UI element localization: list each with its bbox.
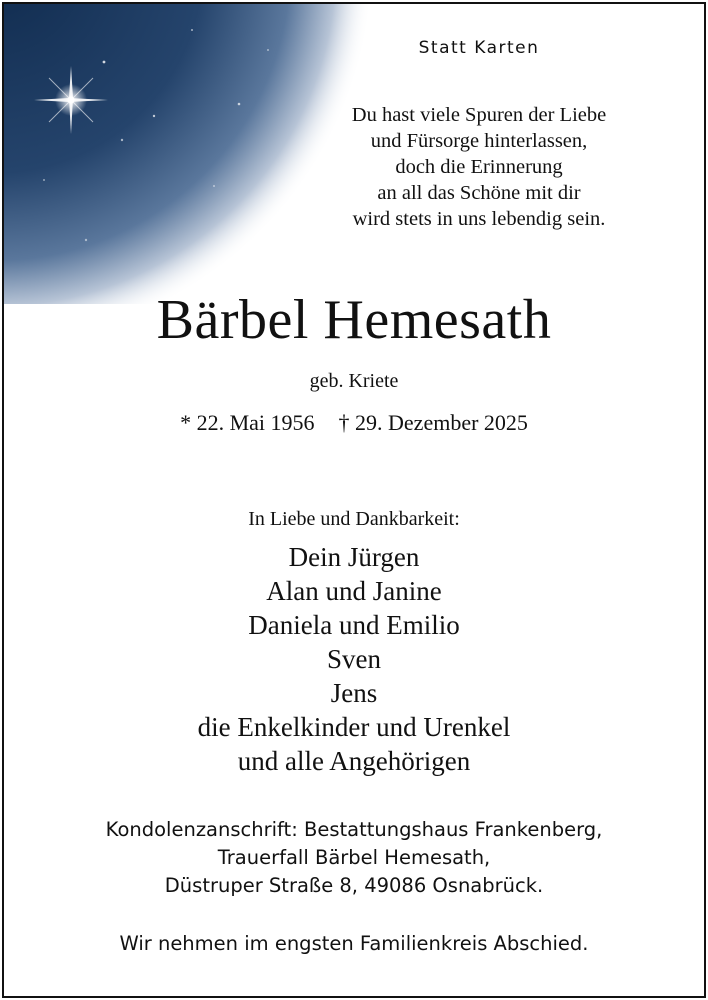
verse-line: an all das Schöne mit dir — [377, 182, 581, 204]
mourner: Alan und Janine — [266, 576, 442, 606]
obituary-notice — [2, 2, 706, 998]
mourner: und alle Angehörigen — [237, 746, 471, 776]
mourner: Daniela und Emilio — [248, 610, 460, 640]
statt-karten-heading: Statt Karten — [418, 38, 540, 58]
address-line: Düstruper Straße 8, 49086 Osnabrück. — [164, 874, 544, 897]
birth-name: geb. Kriete — [309, 370, 399, 392]
life-dates — [4, 410, 704, 436]
verse-line: Du hast viele Spuren der Liebe — [351, 104, 607, 126]
mourner: Dein Jürgen — [288, 542, 420, 572]
verse-line: und Fürsorge hinterlassen, — [370, 130, 588, 152]
condolence-address — [4, 816, 704, 900]
verse-line: doch die Erinnerung — [395, 156, 563, 178]
mourner: Sven — [327, 644, 381, 674]
address-line: Kondolenzanschrift: Bestattungshaus Frankenberg, — [105, 818, 603, 841]
death-date: † 29. Dezember 2025 — [338, 410, 528, 435]
verse-line: wird stets in uns lebendig sein. — [352, 208, 606, 230]
mourners-intro: In Liebe und Dankbarkeit: — [248, 508, 460, 530]
mourner: die Enkelkinder und Urenkel — [197, 712, 511, 742]
memorial-verse — [254, 102, 704, 232]
mourner: Jens — [330, 678, 378, 708]
closing-note: Wir nehmen im engsten Familienkreis Abschied. — [119, 932, 589, 955]
birth-date: * 22. Mai 1956 — [180, 410, 315, 435]
address-line: Trauerfall Bärbel Hemesath, — [217, 846, 491, 869]
mourners-list — [4, 540, 704, 778]
deceased-name: Bärbel Hemesath — [156, 289, 552, 351]
